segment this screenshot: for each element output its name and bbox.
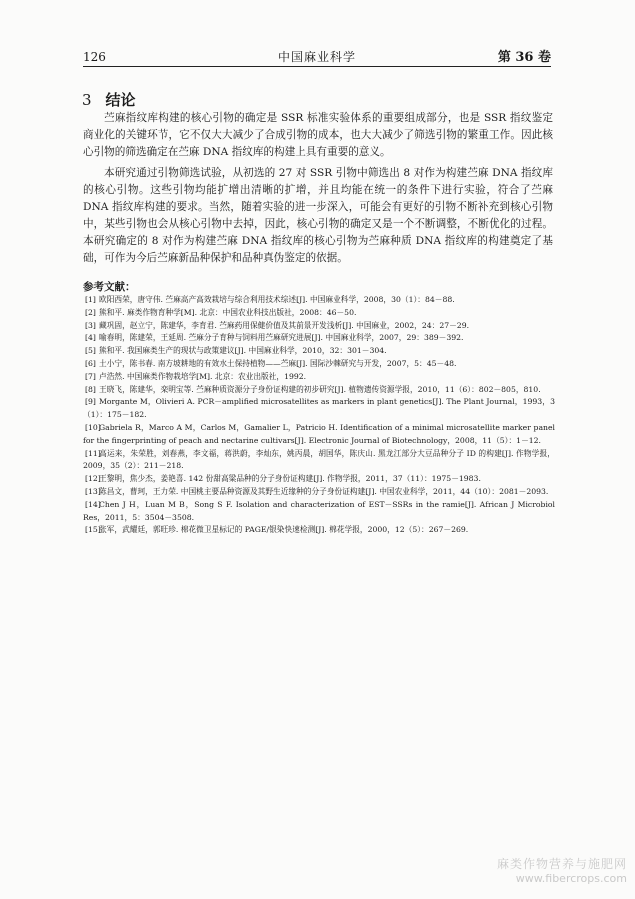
reference-text: 王晓飞，陈建华，栾明宝等. 苎麻种质资源分子身份证构建的初步研究[J]. 植物遗传资源学报，2010，11（6）：802－805，810. [99, 384, 541, 394]
reference-number: [11] [85, 448, 101, 458]
reference-item [83, 499, 555, 525]
reference-item [83, 448, 555, 474]
reference-item [83, 422, 555, 448]
reference-item [83, 358, 555, 371]
journal-name: 中国麻业科学 [277, 50, 356, 64]
watermark-site-name: 麻类作物营养与施肥网 [496, 857, 627, 871]
watermark-url: www.fibercrops.com [515, 872, 627, 885]
reference-item [83, 384, 555, 397]
reference-text: 欧阳西荣，唐守伟. 苎麻高产高效栽培与综合利用技术综述[J]. 中国麻业科学，2008，30（1）：84－88. [99, 295, 455, 304]
reference-number: [6] [85, 358, 96, 368]
volume-label: 第 36 卷 [497, 50, 551, 65]
reference-number: [7] [85, 371, 96, 381]
reference-item [83, 473, 555, 486]
reference-item [83, 332, 555, 345]
section-title: 结论 [105, 91, 136, 109]
reference-item [83, 345, 555, 358]
reference-text: 熊和平. 我国麻类生产的现状与政策建议[J]. 中国麻业科学，2010，32：301－304. [99, 346, 387, 356]
reference-item [83, 320, 555, 333]
reference-number: [3] [85, 320, 96, 330]
conclusion-paragraph-1: 苎麻指纹库构建的核心引物的确定是 SSR 标准实验体系的重要组成部分，也是 SSR 指纹鉴定商业化的关键环节，它不仅大大减少了合成引物的成本，也大大减少了筛选引物的繁重工作。因此核心引物的筛选确定在苎麻 DNA 指纹库的构建上具有重要的意义。 [83, 112, 553, 159]
reference-item [83, 486, 555, 499]
reference-number: [15] [85, 525, 101, 535]
reference-number: [1] [85, 295, 96, 304]
section-number: 3 [82, 91, 92, 109]
reference-text: 土小宁，陈书春. 南方坡耕地的有效水土保持植物——苎麻[J]. 国际沙棘研究与开发，2007，5：45－48. [99, 358, 457, 368]
reference-text: Gabriela R，Marco A M，Carlos M，Gamalier L，Patricio H. Identification of a minimal microsatellite marker panel for the fingerprinting of peach and nectarine cultivars[J]. Electronic Journal of Biotechnology，2008，11（5）：1－12. [83, 422, 555, 445]
reference-item [83, 396, 555, 422]
reference-number: [12] [85, 474, 101, 484]
references-heading: 参考文献： [83, 281, 136, 293]
reference-item [83, 294, 555, 307]
reference-number: [10] [85, 422, 101, 432]
reference-text: 喻春明，陈建荣，王延周. 苎麻分子育种与饲料用苎麻研究进展[J]. 中国麻业科学，2007，29：389－392. [99, 333, 464, 343]
reference-text: 王黎明，焦少杰，姜艳喜. 142 份甜高粱品种的分子身份证构建[J]. 作物学报，2011，37（11）：1975－1983. [99, 474, 481, 484]
reference-number: [5] [85, 346, 96, 356]
reference-number: [13] [85, 486, 101, 496]
conclusion-paragraph-2: 本研究通过引物筛选试验，从初选的 27 对 SSR 引物中筛选出 8 对作为构建苎麻 DNA 指纹库的核心引物。这些引物均能扩增出清晰的扩增，并且均能在统一的条件下进行实验，符合了苎麻 DNA 指纹库构建的要求。当然，随着实验的进一步深入，可能会有更好的引物不断补充到核心引物中，某些引物也会从核心引物中去掉，因此，核心引物的确定又是一个不断调整，不断优化的过程。本研究确定的 8 对作为构建苎麻 DNA 指纹库的核心引物为苎麻种质 DNA 指纹库的构建奠定了基础，可作为今后苎麻新品种保护和品种真伪鉴定的依据。 [83, 167, 553, 265]
reference-item [83, 307, 555, 320]
reference-number: [4] [85, 333, 96, 343]
reference-number: [8] [85, 384, 96, 394]
reference-text: 陈昌文，曹珂，王力荣. 中国桃主要品种资源及其野生近缘种的分子身份证构建[J]. 中国农业科学，2011，44（10）：2081－2093. [99, 486, 549, 496]
reference-text: 熊和平. 麻类作物育种学[M]. 北京：中国农业科技出版社，2008：46－50. [99, 307, 357, 317]
reference-item [83, 524, 555, 537]
page-header [83, 44, 551, 67]
site-watermark [497, 855, 627, 885]
reference-text: Chen J H，Luan M B，Song S F. Isolation and characterization of EST－SSRs in the ramie[J]. African J Microbiol Res，2011，5：3504－3508. [83, 499, 555, 522]
reference-number: [2] [85, 307, 96, 317]
reference-number: [14] [85, 499, 101, 509]
reference-item [83, 371, 555, 384]
reference-text: 藏巩固，赵立宁，陈建华，李育君. 苎麻药用保健价值及其前景开发浅析[J]. 中国麻业，2002，24：27－29. [99, 320, 470, 330]
reference-text: 卢浩然. 中国麻类作物栽培学[M]. 北京：农业出版社，1992. [99, 371, 307, 381]
section-heading [82, 89, 136, 110]
reference-text: 高运来，朱荣胜，刘春燕，李文福，蒋洪蔚，李灿东，姚丙晨，胡国华，陈庆山. 黑龙江部分大豆品种分子 ID 的构建[J]. 作物学报，2009，35（2）：211－218. [83, 448, 555, 471]
reference-text: 张军，武耀廷，郭旺珍. 棉花微卫星标记的 PAGE/银染快速检测[J]. 棉花学报，2000，12（5）：267－269. [99, 525, 469, 535]
reference-text: Morgante M，Olivieri A. PCR－amplified microsatellites as markers in plant genetics[J]. The Plant Journal，1993，3（1）：175－182. [83, 397, 555, 420]
reference-list [83, 294, 555, 537]
page-number: 126 [83, 50, 106, 64]
reference-number: [9] [85, 397, 96, 407]
